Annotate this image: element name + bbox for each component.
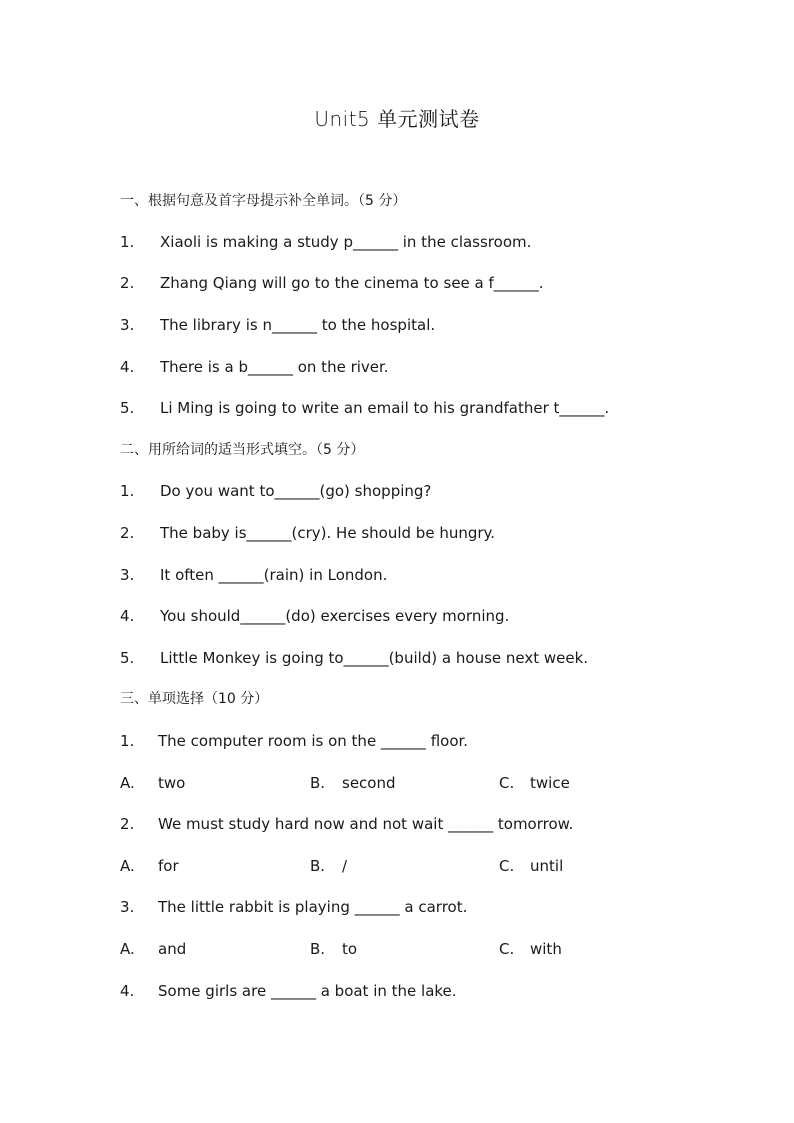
question-number: 2.: [120, 815, 135, 833]
s2-question-5: [120, 648, 588, 668]
question-text: The library is n______ to the hospital.: [160, 316, 436, 334]
question-number: 3.: [120, 566, 135, 584]
question-number: 4.: [120, 358, 135, 376]
question-text: It often ______(rain) in London.: [160, 566, 388, 584]
option-text: twice: [530, 774, 570, 792]
s2-question-3: [120, 565, 387, 585]
question-text: The little rabbit is playing ______ a carrot.: [158, 898, 468, 916]
s3-question-1: [120, 731, 468, 751]
question-number: 5.: [120, 649, 135, 667]
s3-question-2: [120, 814, 573, 834]
s2-question-2: [120, 523, 495, 543]
option-label: A.: [120, 857, 135, 875]
question-text: Li Ming is going to write an email to his grandfather t______.: [160, 399, 610, 417]
question-number: 2.: [120, 274, 135, 292]
question-number: 3.: [120, 898, 135, 916]
question-number: 5.: [120, 399, 135, 417]
question-number: 3.: [120, 316, 135, 334]
option-text: two: [158, 774, 186, 792]
option-label: B.: [310, 857, 326, 875]
question-number: 4.: [120, 607, 135, 625]
s1-question-3: [120, 315, 435, 335]
question-text: Some girls are ______ a boat in the lake.: [158, 982, 457, 1000]
s3-q2-option-a: [120, 856, 179, 876]
s2-question-1: [120, 481, 431, 501]
question-text: There is a b______ on the river.: [160, 358, 389, 376]
s3-question-4: [120, 981, 457, 1001]
question-text: We must study hard now and not wait ______ tomorrow.: [158, 815, 574, 833]
question-number: 4.: [120, 982, 135, 1000]
s1-question-2: [120, 273, 544, 293]
option-label: A.: [120, 940, 135, 958]
question-text: The baby is______(cry). He should be hungry.: [160, 524, 496, 542]
option-label: A.: [120, 774, 135, 792]
option-label: C.: [499, 774, 515, 792]
section-3-heading: 三、单项选择（10 分）: [120, 691, 269, 707]
question-text: Little Monkey is going to______(build) a house next week.: [160, 649, 589, 667]
option-text: for: [158, 857, 179, 875]
section-1-heading: 一、根据句意及首字母提示补全单词。（5 分）: [120, 193, 407, 209]
s3-q1-option-b: [310, 773, 396, 793]
s3-q3-option-a: [120, 939, 186, 959]
option-label: B.: [310, 940, 326, 958]
question-number: 1.: [120, 233, 135, 251]
option-text: and: [158, 940, 187, 958]
option-text: to: [342, 940, 358, 958]
option-text: until: [530, 857, 564, 875]
option-text: /: [342, 857, 348, 875]
option-label: C.: [499, 857, 515, 875]
s1-question-4: [120, 357, 389, 377]
question-text: You should______(do) exercises every morning.: [160, 607, 510, 625]
question-number: 1.: [120, 732, 135, 750]
s1-question-1: [120, 232, 531, 252]
option-text: second: [342, 774, 396, 792]
s3-q3-option-c: [499, 939, 562, 959]
s3-q1-option-c: [499, 773, 570, 793]
option-label: B.: [310, 774, 326, 792]
s3-q2-option-c: [499, 856, 563, 876]
s3-q1-option-a: [120, 773, 185, 793]
question-text: Do you want to______(go) shopping?: [160, 482, 432, 500]
s1-question-5: [120, 398, 609, 418]
s3-question-3: [120, 897, 467, 917]
question-text: Xiaoli is making a study p______ in the classroom.: [160, 233, 532, 251]
s3-q2-option-b: [310, 856, 347, 876]
s3-q3-option-b: [310, 939, 357, 959]
option-text: with: [530, 940, 562, 958]
question-text: Zhang Qiang will go to the cinema to see a f______.: [160, 274, 544, 292]
section-2-heading: 二、用所给词的适当形式填空。（5 分）: [120, 442, 365, 458]
question-number: 1.: [120, 482, 135, 500]
question-text: The computer room is on the ______ floor.: [158, 732, 469, 750]
option-label: C.: [499, 940, 515, 958]
question-number: 2.: [120, 524, 135, 542]
page-title: Unit5 单元测试卷: [314, 107, 480, 131]
s2-question-4: [120, 606, 509, 626]
